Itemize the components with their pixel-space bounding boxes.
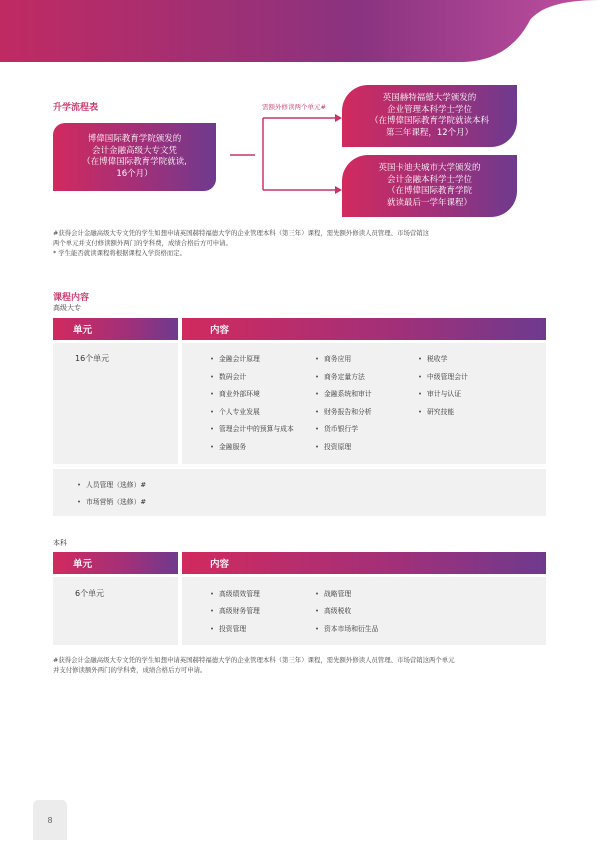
list-item: • 金融服务 (210, 441, 246, 451)
elective-item: • 市场营销（选修）# (77, 496, 146, 506)
list-item: • 中级管理会计 (418, 371, 468, 381)
flow-title: 升学流程表 (53, 103, 99, 113)
note-line: * 学生能否就读课程将根据课程入学资格而定。 (53, 249, 187, 257)
list-item: • 财务报告和分析 (315, 406, 372, 416)
diploma-unit-cell (53, 343, 178, 464)
list-item: • 金融会计原理 (210, 353, 260, 363)
list-item: • 高级税收 (315, 605, 351, 615)
list-item: • 研究技能 (418, 406, 454, 416)
degree-unit-count: 6个单元 (75, 589, 105, 598)
list-item: • 投资管理 (210, 623, 246, 633)
elective-item: • 人员管理（选修）# (77, 479, 146, 489)
flow-r1-line: 英国赫特福德大学颁发的 (382, 93, 477, 103)
note-line: #获得会计金融高级大专文凭的学生如想申请英国赫特福德大学的企业管理本科（第三年）课程，需先额外修读人员管理、市场营销这两个单元 (53, 656, 455, 664)
flow-cardiff-box (342, 155, 517, 217)
degree-content-header: 内容 (182, 552, 546, 574)
diploma-unit-count: 16个单元 (75, 354, 110, 363)
list-item: • 管理会计中的预算与成本 (210, 423, 294, 433)
diploma-unit-header: 单元 (53, 318, 178, 340)
degree-unit-cell (53, 577, 178, 645)
flow-r2-line: 英国卡迪夫城市大学颁发的 (378, 163, 481, 173)
list-item: • 金融系统和审计 (315, 388, 372, 398)
flow-hertfordshire-box (342, 85, 517, 147)
flow-branch-label: 需额外修读两个单元# (262, 103, 326, 111)
degree-unit-header: 单元 (53, 552, 178, 574)
list-item: • 商业外部环境 (210, 388, 260, 398)
diploma-content-header: 内容 (182, 318, 546, 340)
diploma-label: 高级大专 (53, 304, 81, 312)
flow-r1-line: 企业管理本科学士学位 (386, 104, 472, 115)
list-item: • 高级财务管理 (210, 605, 260, 615)
flow-r2-line: （在博偉国际教育学院 (386, 186, 472, 196)
flow-connector (225, 100, 345, 200)
list-item: • 投资原理 (315, 441, 351, 451)
note-line: 两个单元并支付修读额外两门的学科费，成绩合格后方可申请。 (53, 239, 232, 247)
flow-left-line: 会计金融高级大专文凭 (91, 145, 177, 156)
list-item: • 个人专业发展 (210, 406, 260, 416)
list-item: • 商务应用 (315, 353, 351, 363)
list-item: • 货币银行学 (315, 423, 358, 433)
page-number: 8 (33, 800, 67, 840)
list-item: • 高级绩效管理 (210, 588, 260, 598)
note-line: #获得会计金融高级大专文凭的学生如想申请英国赫特福德大学的企业管理本科（第三年）课程，需先额外修读人员管理、市场营销这 (53, 229, 430, 237)
flow-r1-line: 第三年课程，12个月） (385, 127, 474, 138)
list-item: • 战略管理 (315, 588, 351, 598)
note-line: 并支付修读额外两门的学科费，成绩合格后方可申请。 (53, 666, 207, 674)
list-item: • 税收学 (418, 353, 447, 363)
notes-bottom (53, 655, 553, 675)
flow-left-line: （在博偉国际教育学院就读, (82, 157, 187, 167)
notes-top (53, 228, 553, 258)
list-item: • 商务定量方法 (315, 371, 365, 381)
flow-left-line: 16个月） (116, 168, 153, 179)
list-item: • 资本市场和衍生品 (315, 623, 378, 633)
diploma-electives-cell (53, 469, 546, 516)
flow-diploma-box (53, 123, 216, 191)
degree-label: 本科 (53, 539, 67, 547)
flow-r1-line: （在博偉国际教育学院就读本科 (369, 116, 489, 126)
header-decoration (0, 0, 600, 62)
flow-left-line: 博偉国际教育学院颁发的 (87, 134, 182, 144)
list-item: • 审计与认证 (418, 388, 461, 398)
list-item: • 数码会计 (210, 371, 246, 381)
flow-r2-line: 就读最后一学年课程） (386, 197, 472, 208)
courses-title: 课程内容 (53, 293, 90, 303)
flow-r2-line: 会计金融本科学士学位 (386, 174, 472, 185)
